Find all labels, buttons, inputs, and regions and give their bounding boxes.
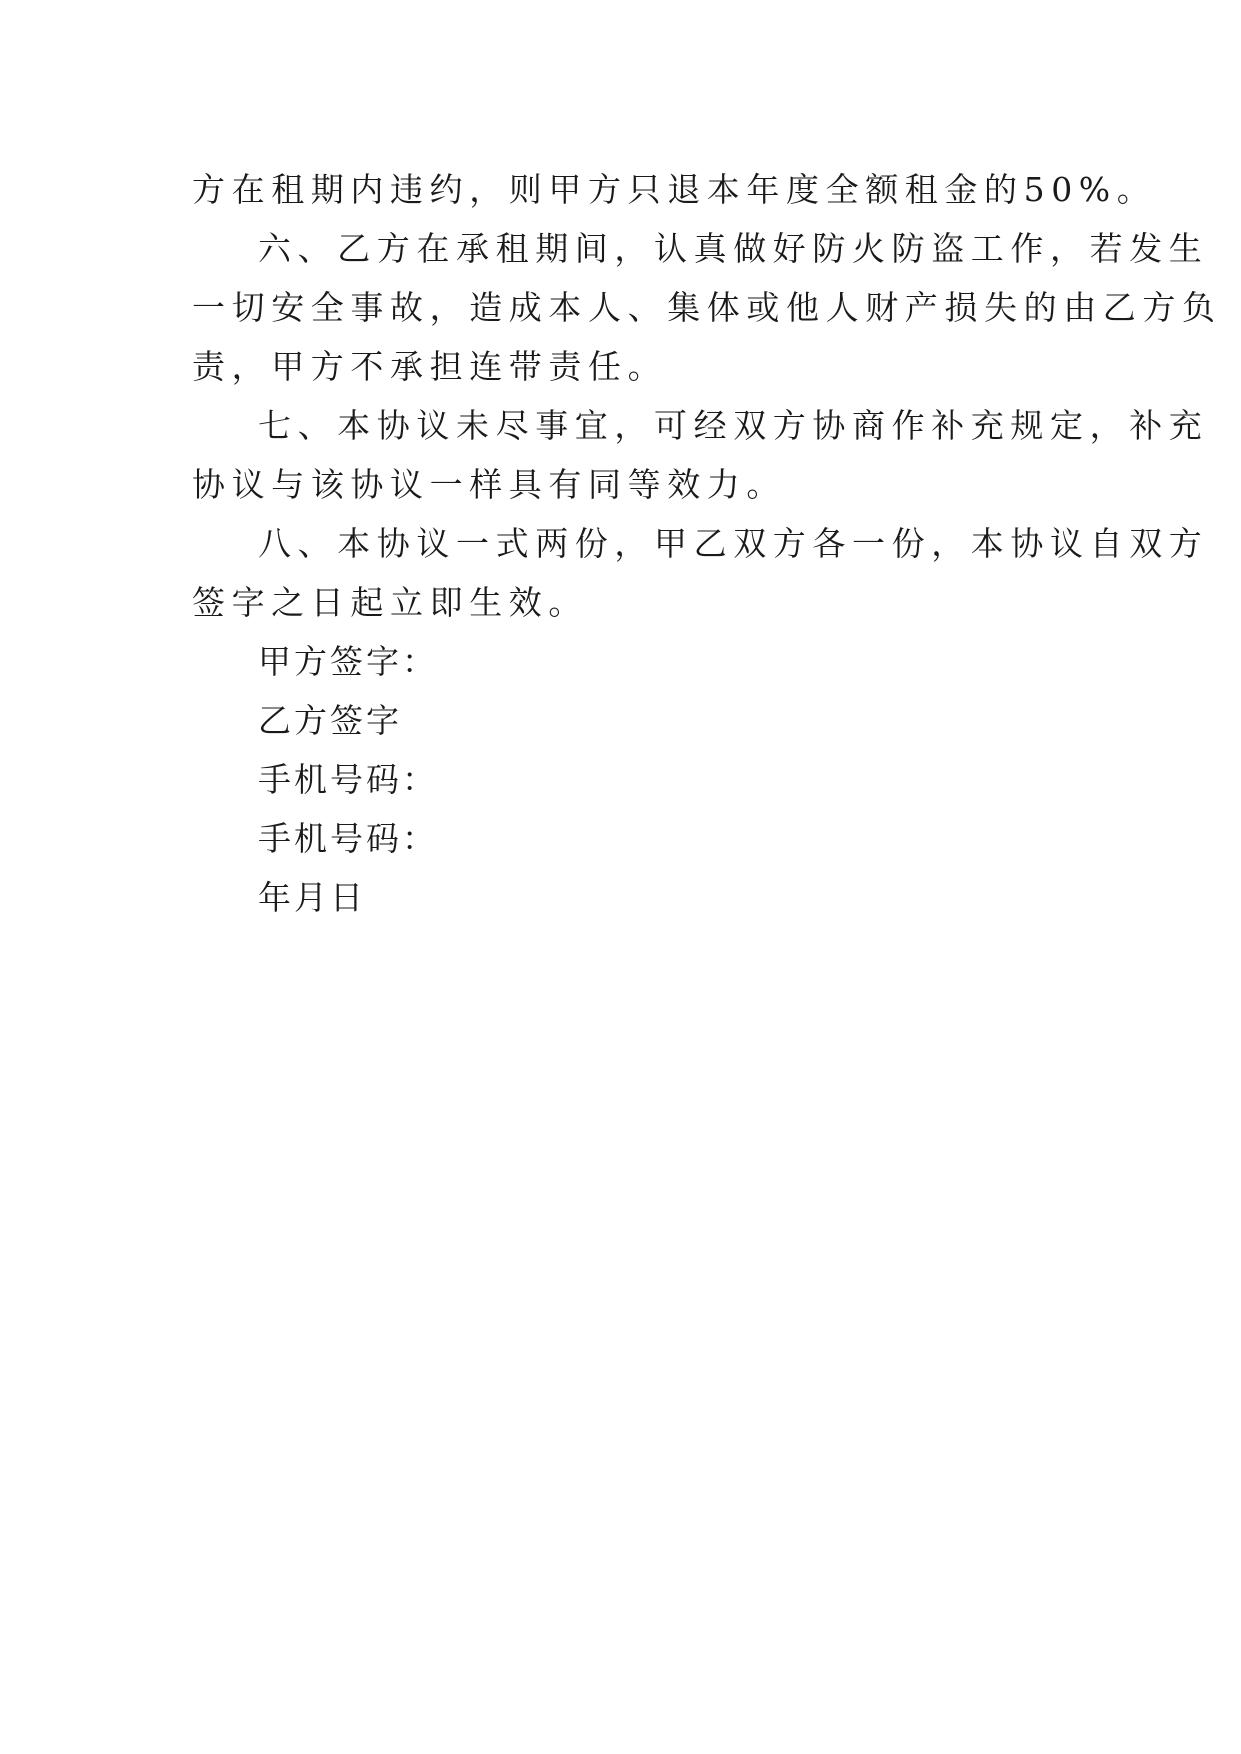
text-line: 责，甲方不承担连带责任。	[192, 347, 668, 386]
party-a-signature-label: 甲方签字：	[258, 642, 438, 681]
party-b-phone-label: 手机号码：	[258, 819, 438, 858]
text-line: 一切安全事故，造成本人、集体或他人财产损失的由乙方负	[192, 288, 1222, 327]
party-b-signature-label: 乙方签字	[258, 701, 402, 740]
document-body	[192, 160, 1222, 927]
text-line: 签字之日起立即生效。	[192, 583, 588, 622]
text-line: 协议与该协议一样具有同等效力。	[192, 465, 786, 504]
party-a-phone-label: 手机号码：	[258, 760, 438, 799]
paragraph-clause-5-tail	[192, 160, 1157, 219]
date-label: 年月日	[258, 878, 366, 917]
text-line: 八、本协议一式两份，甲乙双方各一份，本协议自双方	[258, 524, 1209, 563]
text-line: 六、乙方在承租期间，认真做好防火防盗工作，若发生	[258, 229, 1209, 268]
paragraph-clause-6	[192, 219, 1222, 396]
text-line: 七、本协议未尽事宜，可经双方协商作补充规定，补充	[258, 406, 1209, 445]
signature-block	[192, 632, 1054, 927]
paragraph-clause-8	[192, 514, 1209, 632]
paragraph-clause-7	[192, 396, 1209, 514]
text-line: 方在租期内违约，则甲方只退本年度全额租金的50%。	[192, 170, 1157, 209]
